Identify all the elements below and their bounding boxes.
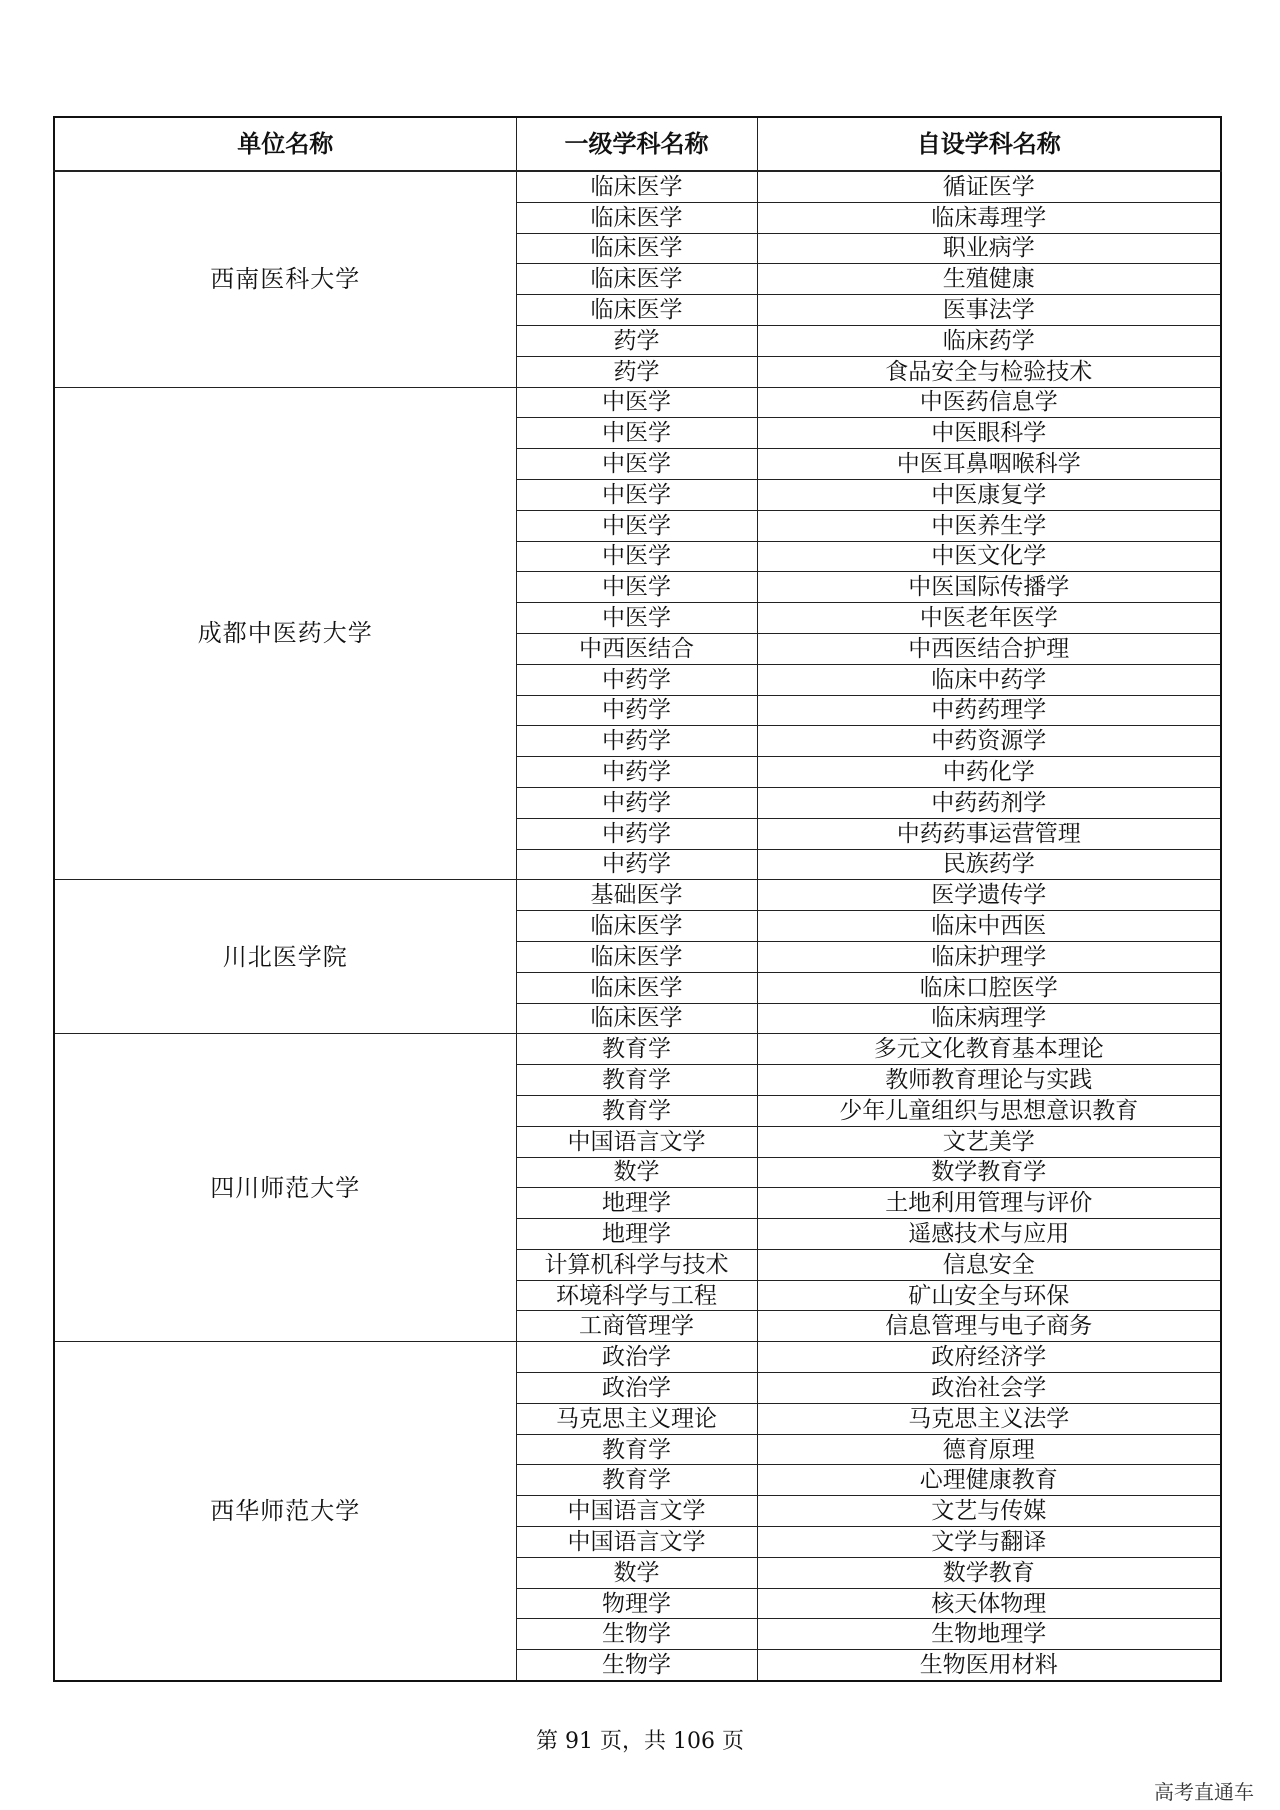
custom-discipline-cell: 中医老年医学 [757, 603, 1221, 634]
primary-discipline-cell: 药学 [516, 356, 757, 387]
discipline-table [53, 116, 1222, 1682]
custom-discipline-cell: 数学教育 [757, 1557, 1221, 1588]
primary-discipline-cell: 中医学 [516, 387, 757, 418]
primary-discipline-cell: 教育学 [516, 1465, 757, 1496]
table-row [54, 1342, 1221, 1373]
custom-discipline-cell: 信息安全 [757, 1249, 1221, 1280]
unit-name-cell: 西华师范大学 [54, 1342, 516, 1681]
custom-discipline-cell: 临床中药学 [757, 664, 1221, 695]
custom-discipline-cell: 中药药理学 [757, 695, 1221, 726]
custom-discipline-cell: 核天体物理 [757, 1588, 1221, 1619]
primary-discipline-cell: 临床医学 [516, 295, 757, 326]
table-row [54, 387, 1221, 418]
primary-discipline-cell: 中药学 [516, 726, 757, 757]
table-body [54, 171, 1221, 1681]
primary-discipline-cell: 临床医学 [516, 941, 757, 972]
custom-discipline-cell: 马克思主义法学 [757, 1403, 1221, 1434]
primary-discipline-cell: 中医学 [516, 449, 757, 480]
primary-discipline-cell: 物理学 [516, 1588, 757, 1619]
unit-name-cell: 四川师范大学 [54, 1034, 516, 1342]
custom-discipline-cell: 临床中西医 [757, 911, 1221, 942]
primary-discipline-cell: 地理学 [516, 1188, 757, 1219]
primary-discipline-cell: 中药学 [516, 818, 757, 849]
custom-discipline-cell: 临床病理学 [757, 1003, 1221, 1034]
primary-discipline-cell: 教育学 [516, 1065, 757, 1096]
custom-discipline-cell: 中医耳鼻咽喉科学 [757, 449, 1221, 480]
custom-discipline-cell: 临床药学 [757, 325, 1221, 356]
custom-discipline-cell: 循证医学 [757, 171, 1221, 202]
custom-discipline-cell: 中医眼科学 [757, 418, 1221, 449]
custom-discipline-cell: 中药资源学 [757, 726, 1221, 757]
primary-discipline-cell: 中国语言文学 [516, 1496, 757, 1527]
custom-discipline-cell: 中医康复学 [757, 479, 1221, 510]
primary-discipline-cell: 政治学 [516, 1373, 757, 1404]
primary-discipline-cell: 中医学 [516, 603, 757, 634]
custom-discipline-cell: 临床口腔医学 [757, 972, 1221, 1003]
primary-discipline-cell: 数学 [516, 1157, 757, 1188]
primary-discipline-cell: 教育学 [516, 1095, 757, 1126]
primary-discipline-cell: 生物学 [516, 1619, 757, 1650]
primary-discipline-cell: 中药学 [516, 757, 757, 788]
primary-discipline-cell: 政治学 [516, 1342, 757, 1373]
primary-discipline-cell: 中医学 [516, 541, 757, 572]
primary-discipline-cell: 中药学 [516, 664, 757, 695]
primary-discipline-cell: 临床医学 [516, 202, 757, 233]
custom-discipline-cell: 信息管理与电子商务 [757, 1311, 1221, 1342]
custom-discipline-cell: 职业病学 [757, 233, 1221, 264]
custom-discipline-cell: 中药药事运营管理 [757, 818, 1221, 849]
custom-discipline-cell: 遥感技术与应用 [757, 1219, 1221, 1250]
custom-discipline-cell: 心理健康教育 [757, 1465, 1221, 1496]
custom-discipline-cell: 政治社会学 [757, 1373, 1221, 1404]
primary-discipline-cell: 环境科学与工程 [516, 1280, 757, 1311]
custom-discipline-cell: 文艺美学 [757, 1126, 1221, 1157]
primary-discipline-cell: 数学 [516, 1557, 757, 1588]
primary-discipline-cell: 中药学 [516, 849, 757, 880]
primary-discipline-cell: 工商管理学 [516, 1311, 757, 1342]
custom-discipline-cell: 医学遗传学 [757, 880, 1221, 911]
custom-discipline-cell: 中医文化学 [757, 541, 1221, 572]
primary-discipline-cell: 中药学 [516, 695, 757, 726]
primary-discipline-cell: 中西医结合 [516, 633, 757, 664]
primary-discipline-cell: 计算机科学与技术 [516, 1249, 757, 1280]
unit-name-cell: 川北医学院 [54, 880, 516, 1034]
custom-discipline-cell: 教师教育理论与实践 [757, 1065, 1221, 1096]
custom-discipline-cell: 食品安全与检验技术 [757, 356, 1221, 387]
custom-discipline-cell: 生殖健康 [757, 264, 1221, 295]
custom-discipline-cell: 文艺与传媒 [757, 1496, 1221, 1527]
custom-discipline-cell: 临床毒理学 [757, 202, 1221, 233]
custom-discipline-cell: 土地利用管理与评价 [757, 1188, 1221, 1219]
watermark-text: 高考直通车 [1154, 1780, 1254, 1804]
custom-discipline-cell: 医事法学 [757, 295, 1221, 326]
custom-discipline-cell: 矿山安全与环保 [757, 1280, 1221, 1311]
primary-discipline-cell: 药学 [516, 325, 757, 356]
custom-discipline-cell: 数学教育学 [757, 1157, 1221, 1188]
unit-name-cell: 成都中医药大学 [54, 387, 516, 880]
primary-discipline-cell: 临床医学 [516, 911, 757, 942]
page-number: 第 91 页，共 106 页 [536, 1729, 744, 1754]
header-unit-name: 单位名称 [54, 117, 516, 171]
table-row [54, 1034, 1221, 1065]
primary-discipline-cell: 生物学 [516, 1650, 757, 1681]
primary-discipline-cell: 中医学 [516, 572, 757, 603]
custom-discipline-cell: 临床护理学 [757, 941, 1221, 972]
custom-discipline-cell: 生物医用材料 [757, 1650, 1221, 1681]
primary-discipline-cell: 临床医学 [516, 1003, 757, 1034]
custom-discipline-cell: 中医药信息学 [757, 387, 1221, 418]
primary-discipline-cell: 临床医学 [516, 171, 757, 202]
primary-discipline-cell: 中国语言文学 [516, 1126, 757, 1157]
custom-discipline-cell: 政府经济学 [757, 1342, 1221, 1373]
custom-discipline-cell: 中药化学 [757, 757, 1221, 788]
primary-discipline-cell: 中医学 [516, 418, 757, 449]
primary-discipline-cell: 临床医学 [516, 972, 757, 1003]
custom-discipline-cell: 多元文化教育基本理论 [757, 1034, 1221, 1065]
custom-discipline-cell: 生物地理学 [757, 1619, 1221, 1650]
custom-discipline-cell: 文学与翻译 [757, 1527, 1221, 1558]
custom-discipline-cell: 中医国际传播学 [757, 572, 1221, 603]
primary-discipline-cell: 基础医学 [516, 880, 757, 911]
primary-discipline-cell: 中药学 [516, 787, 757, 818]
primary-discipline-cell: 中医学 [516, 479, 757, 510]
custom-discipline-cell: 中西医结合护理 [757, 633, 1221, 664]
primary-discipline-cell: 临床医学 [516, 264, 757, 295]
header-custom-discipline: 自设学科名称 [757, 117, 1221, 171]
table-header-row [54, 117, 1221, 171]
table-row [54, 171, 1221, 202]
primary-discipline-cell: 地理学 [516, 1219, 757, 1250]
custom-discipline-cell: 民族药学 [757, 849, 1221, 880]
custom-discipline-cell: 少年儿童组织与思想意识教育 [757, 1095, 1221, 1126]
table-row [54, 880, 1221, 911]
primary-discipline-cell: 教育学 [516, 1034, 757, 1065]
primary-discipline-cell: 中医学 [516, 510, 757, 541]
custom-discipline-cell: 中药药剂学 [757, 787, 1221, 818]
header-primary-discipline: 一级学科名称 [516, 117, 757, 171]
custom-discipline-cell: 德育原理 [757, 1434, 1221, 1465]
custom-discipline-cell: 中医养生学 [757, 510, 1221, 541]
unit-name-cell: 西南医科大学 [54, 171, 516, 387]
primary-discipline-cell: 临床医学 [516, 233, 757, 264]
primary-discipline-cell: 中国语言文学 [516, 1527, 757, 1558]
primary-discipline-cell: 教育学 [516, 1434, 757, 1465]
primary-discipline-cell: 马克思主义理论 [516, 1403, 757, 1434]
